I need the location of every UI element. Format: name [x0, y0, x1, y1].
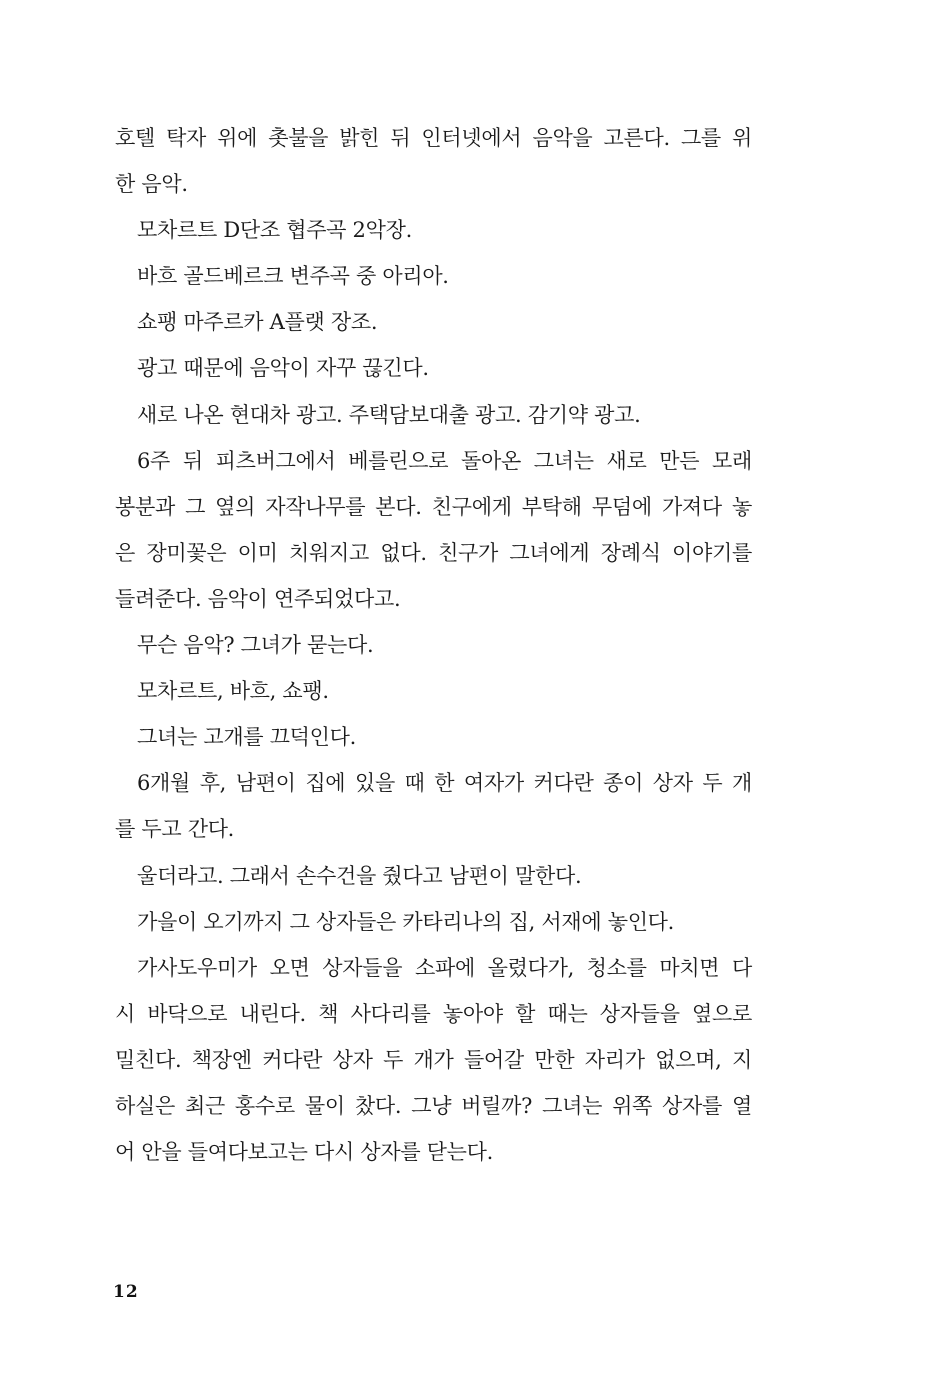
text-line: 모차르트 D단조 협주곡 2악장. [137, 218, 412, 243]
text-line: 새로 나온 현대차 광고. 주택담보대출 광고. 감기약 광고. [137, 402, 641, 427]
text-line: 바흐 골드베르크 변주곡 중 아리아. [137, 264, 449, 289]
text-line: 한 음악. [115, 172, 188, 197]
text-line: 은 장미꽃은 이미 치워지고 없다. 친구가 그녀에게 장례식 이야기를 [115, 540, 752, 565]
text-line: 무슨 음악? 그녀가 묻는다. [137, 633, 374, 658]
text-line: 를 두고 간다. [115, 817, 235, 842]
text-line: 시 바닥으로 내린다. 책 사다리를 놓아야 할 때는 상자들을 옆으로 [115, 1001, 752, 1026]
text-line: 그녀는 고개를 끄덕인다. [137, 725, 356, 750]
text-line: 6주 뒤 피츠버그에서 베를린으로 돌아온 그녀는 새로 만든 모래 [137, 448, 752, 473]
page-number: 12 [113, 1282, 139, 1302]
text-line: 호텔 탁자 위에 촛불을 밝힌 뒤 인터넷에서 음악을 고른다. 그를 위 [115, 126, 752, 150]
text-line: 모차르트, 바흐, 쇼팽. [137, 679, 329, 704]
text-line: 쇼팽 마주르카 A플랫 장조. [137, 310, 378, 335]
text-line: 울더라고. 그래서 손수건을 줬다고 남편이 말한다. [137, 863, 582, 888]
text-line: 가을이 오기까지 그 상자들은 카타리나의 집, 서재에 놓인다. [137, 909, 675, 934]
text-line: 들려준다. 음악이 연주되었다고. [115, 586, 401, 611]
text-line: 봉분과 그 옆의 자작나무를 본다. 친구에게 부탁해 무덤에 가져다 놓 [115, 494, 752, 519]
body-text [115, 115, 752, 1175]
text-line: 어 안을 들여다보고는 다시 상자를 닫는다. [115, 1140, 494, 1165]
text-line: 가사도우미가 오면 상자들을 소파에 올렸다가, 청소를 마치면 다 [137, 955, 752, 980]
text-line: 밀친다. 책장엔 커다란 상자 두 개가 들어갈 만한 자리가 없으며, 지 [115, 1047, 752, 1072]
text-line: 광고 때문에 음악이 자꾸 끊긴다. [137, 356, 429, 381]
text-line: 하실은 최근 홍수로 물이 찼다. 그냥 버릴까? 그녀는 위쪽 상자를 열 [115, 1093, 752, 1118]
text-line: 6개월 후, 남편이 집에 있을 때 한 여자가 커다란 종이 상자 두 개 [137, 771, 752, 796]
